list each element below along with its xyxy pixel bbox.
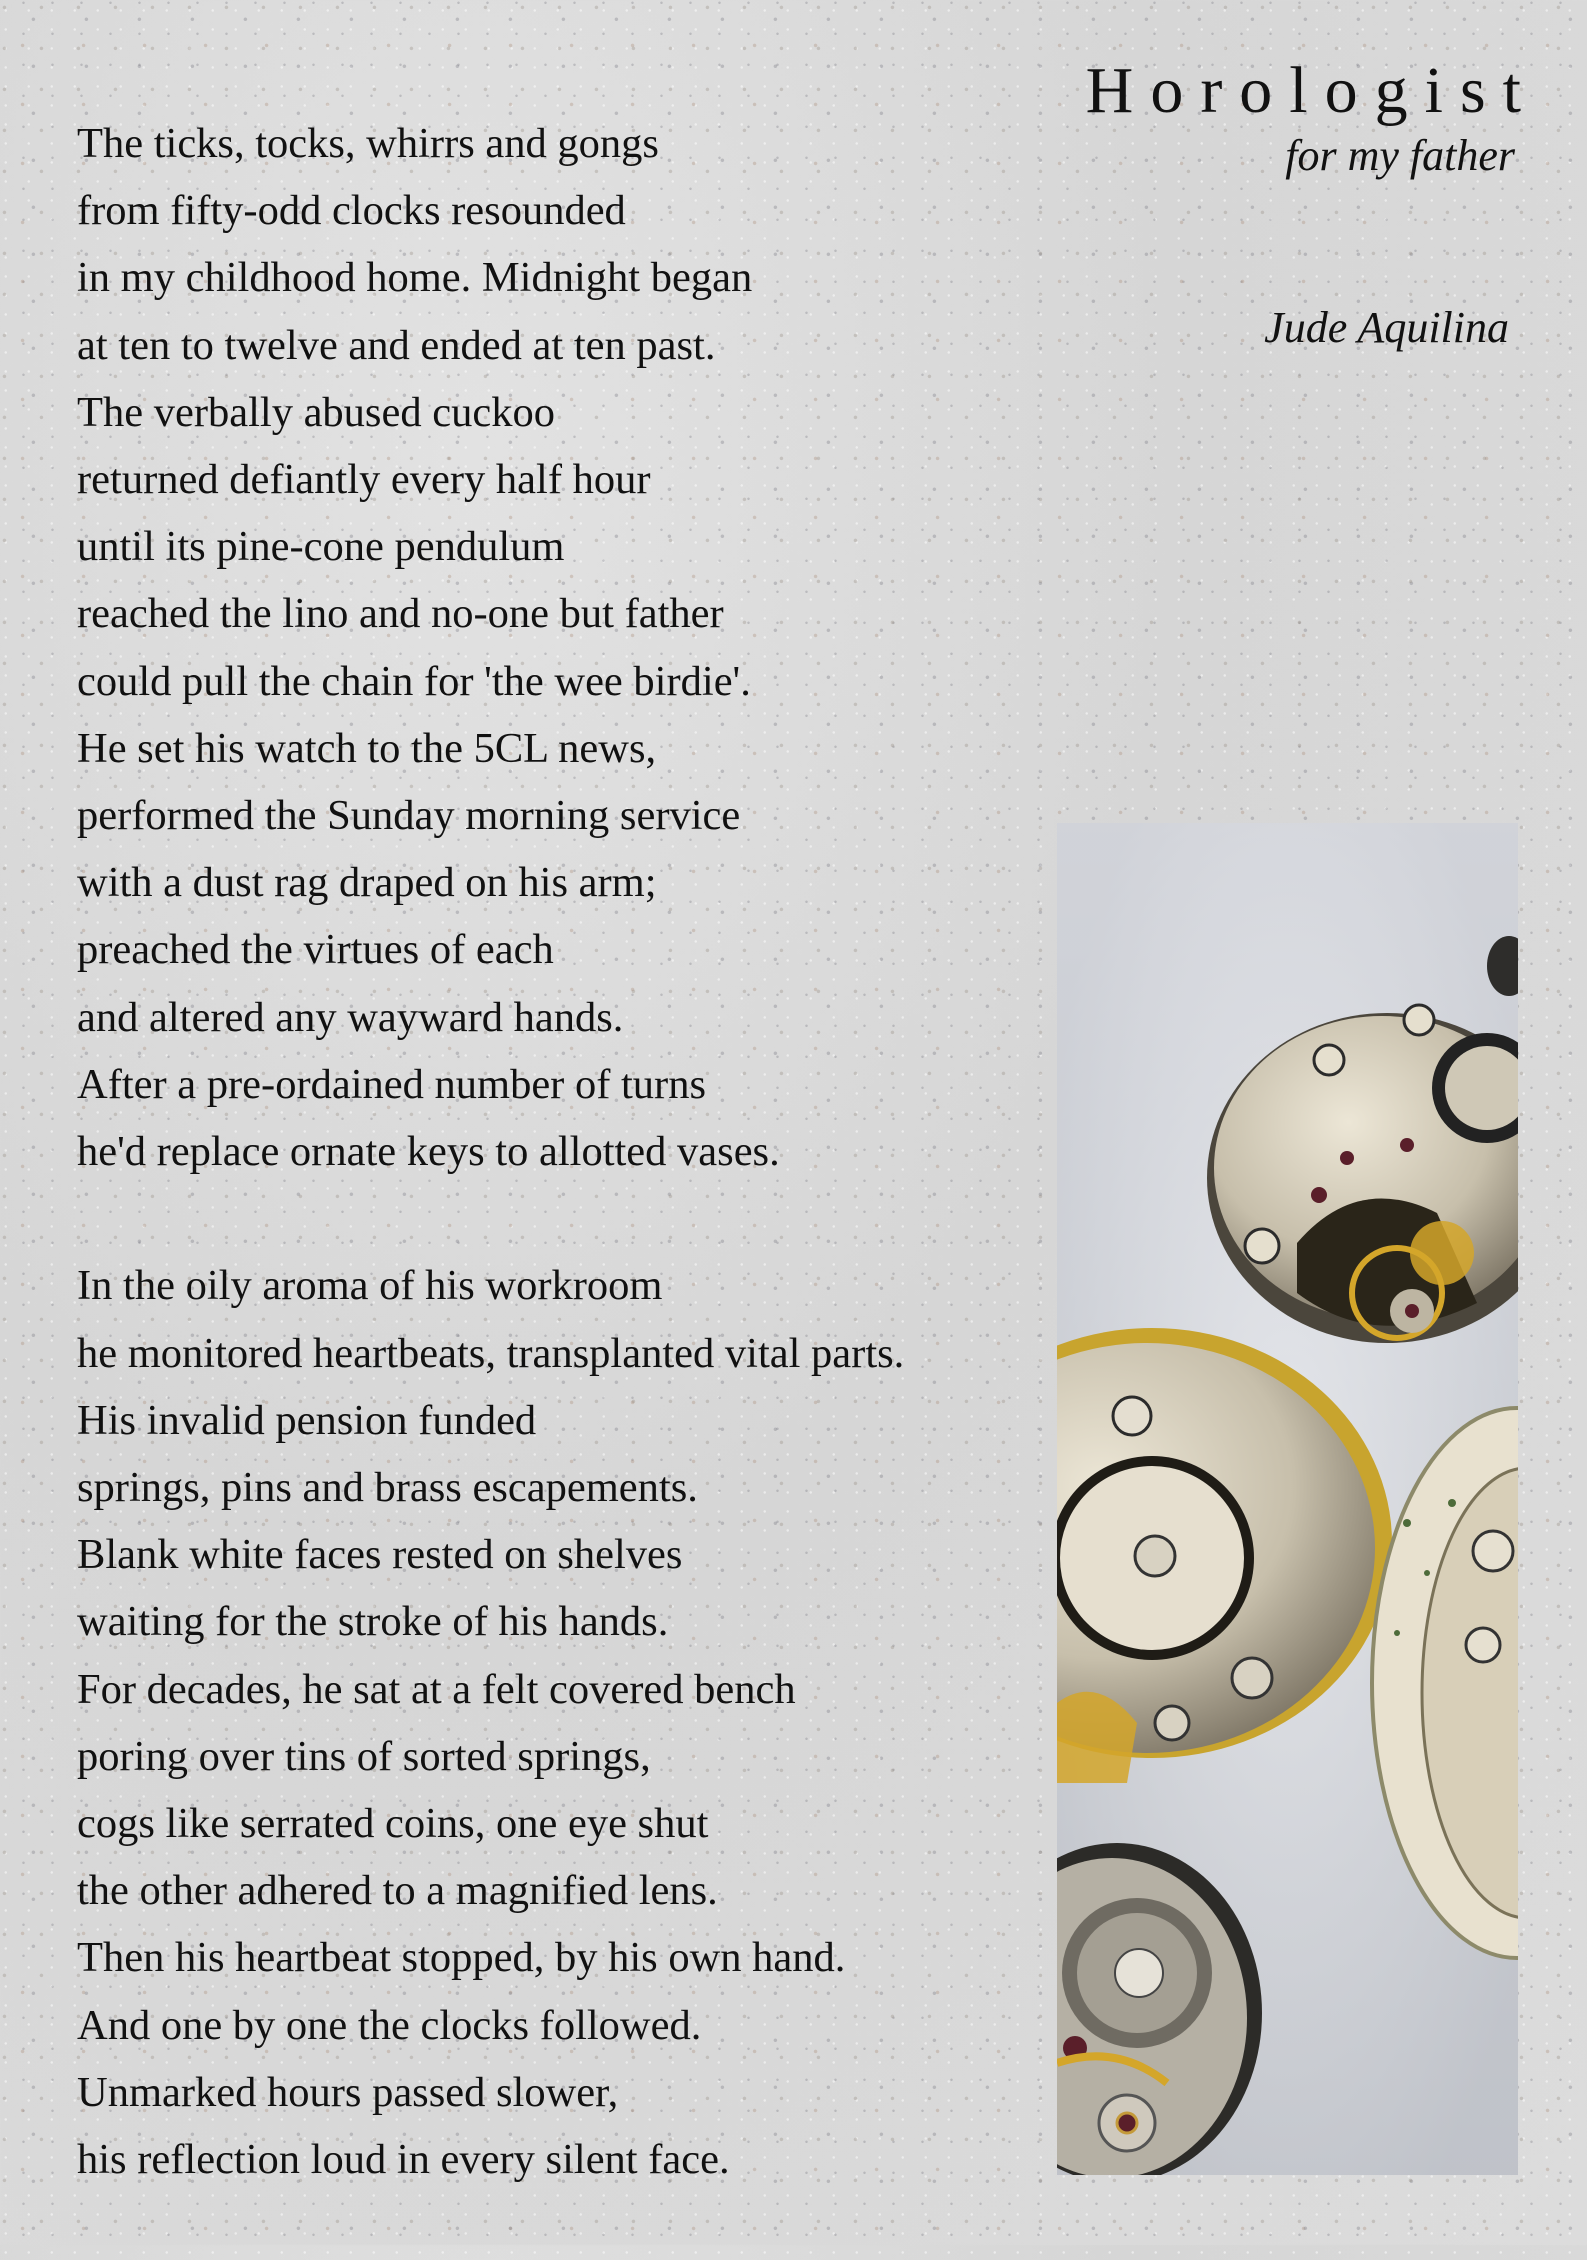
poem-body: [77, 110, 904, 2260]
poem-line: returned defiantly every half hour: [77, 456, 651, 504]
poem-line: His invalid pension funded: [77, 1396, 537, 1444]
poem-title: Horologist: [1085, 54, 1538, 127]
poem-line: springs, pins and brass escapements.: [77, 1464, 698, 1512]
poem-line: waiting for the stroke of his hands.: [77, 1598, 669, 1646]
poem-line: until its pine-cone pendulum: [77, 523, 565, 571]
poem-line: cogs like serrated coins, one eye shut: [77, 1800, 709, 1848]
poem-line: In the oily aroma of his workroom: [77, 1262, 663, 1310]
title-block: [1085, 54, 1538, 180]
watch-movements-photo: [1057, 823, 1518, 2175]
poem-line: And one by one the clocks followed.: [77, 2001, 702, 2049]
poem-line: his reflection loud in every silent face.: [77, 2136, 730, 2184]
poem-line: from fifty-odd clocks resounded: [77, 187, 626, 235]
poem-line: The ticks, tocks, whirrs and gongs: [77, 120, 659, 167]
poem-line: Blank white faces rested on shelves: [77, 1531, 683, 1579]
poem-line: He set his watch to the 5CL news,: [77, 724, 657, 772]
stanza-2: [77, 1252, 904, 2193]
author-name: Jude Aquilina: [1264, 303, 1509, 352]
poem-line: For decades, he sat at a felt covered bench: [77, 1665, 796, 1713]
poem-line: he monitored heartbeats, transplanted vital parts.: [77, 1329, 905, 1377]
poem-line: performed the Sunday morning service: [77, 792, 741, 840]
poem-line: the other adhered to a magnified lens.: [77, 1867, 718, 1915]
poem-line: at ten to twelve and ended at ten past.: [77, 321, 716, 369]
poem-line: he'd replace ornate keys to allotted vases.: [77, 1128, 780, 1176]
poem-line: poring over tins of sorted springs,: [77, 1732, 651, 1780]
watch-movements-illustration: [1057, 823, 1518, 2175]
poem-line: reached the lino and no-one but father: [77, 590, 724, 638]
dedication: for my father: [1285, 131, 1515, 180]
poem-line: Unmarked hours passed slower,: [77, 2068, 619, 2116]
poem-line: in my childhood home. Midnight began: [77, 254, 753, 302]
poem-line: The verbally abused cuckoo: [77, 388, 555, 436]
poem-line: could pull the chain for 'the wee birdie'.: [77, 657, 751, 705]
poem-line: with a dust rag draped on his arm;: [77, 859, 657, 907]
poem-line: and altered any wayward hands.: [77, 993, 624, 1041]
poem-line: After a pre-ordained number of turns: [77, 1060, 706, 1108]
stanza-1: [77, 110, 904, 1185]
poem-line: Then his heartbeat stopped, by his own hand.: [77, 1934, 846, 1982]
poem-line: preached the virtues of each: [77, 926, 554, 974]
